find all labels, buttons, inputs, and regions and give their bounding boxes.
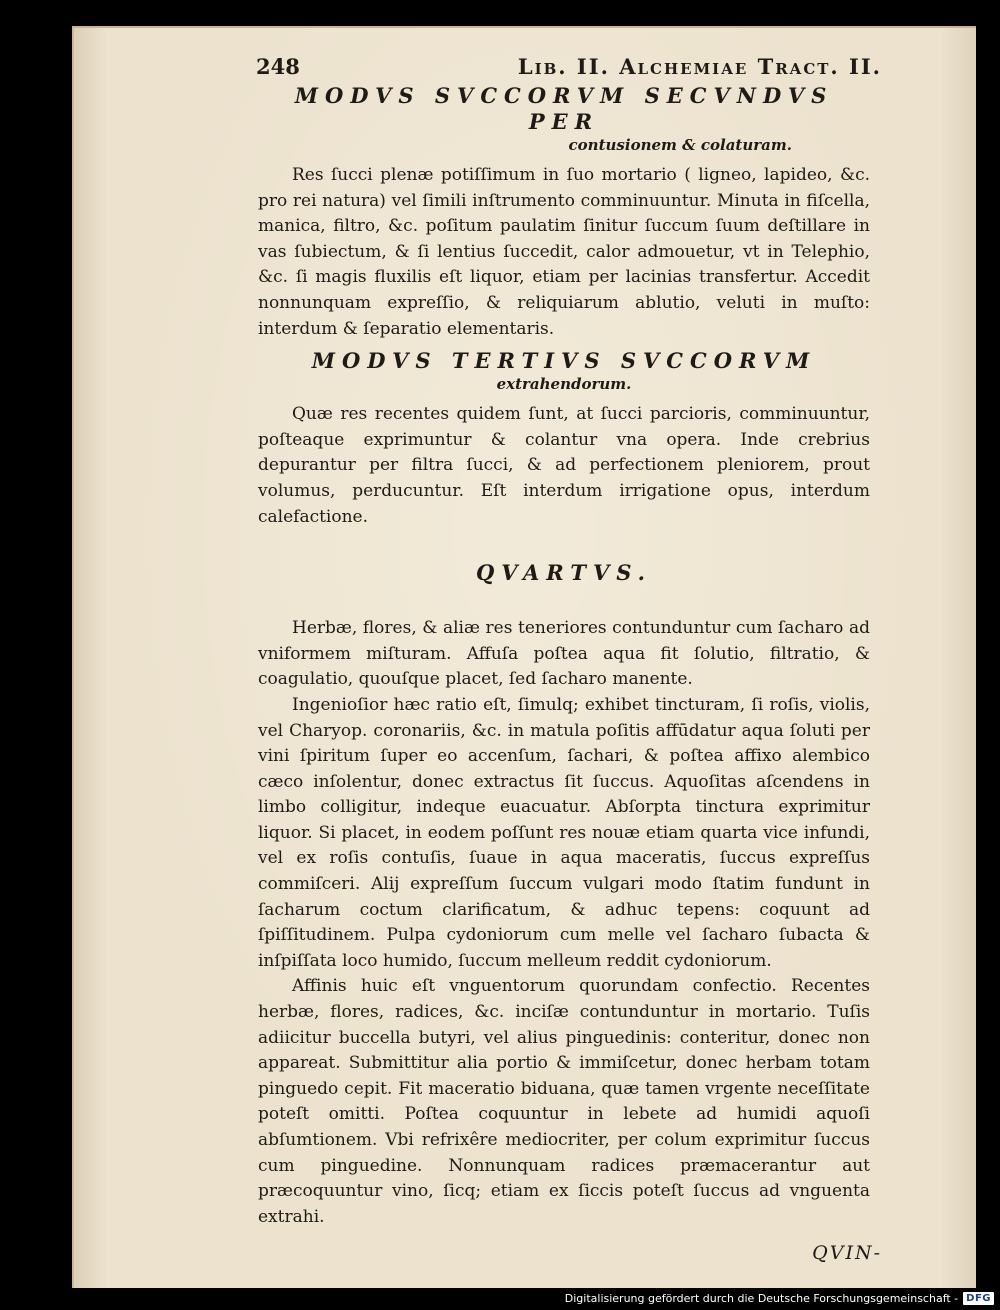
paragraph: Ingenioſior hæc ratio eſt, ſimulq; exhibet tincturam, ſi roſis, violis, vel Charyop. coronariis, &c. in matula poſitis affūdatur aqua ſoluti per vini ſpiritum ſuper eo accenſum, ſachari, & poſtea affixo alembico cæco inſolentur, donec extractus ſit ſuccus. Aquoſitas aſcendens in limbo colligitur, indeque euacuatur. Abſorpta tinctura exprimitur liquor. Si placet, in eodem poſſunt res nouæ etiam quarta vice infundi, vel ex roſis contuſis, ſuaue in aqua maceratis, ſuccus expreſſus commiſceri. Alij expreſſum ſuccum vulgari modo ſtatim fundunt in ſacharum coctum clarificatum, & adhuc tepens: coquunt ad ſpiſſitudinem. Pulpa cydoniorum cum melle vel ſacharo ſubacta & inſpiſſata loco humido, ſuccum melleum reddit cydoniorum. (258, 694, 870, 971)
footer-text: Digitalisierung gefördert durch die Deutsche Forschungsgemeinschaft - (564, 1291, 959, 1305)
digitization-footer (565, 1290, 994, 1306)
section-subheading-tertius: extrahendorum. (496, 375, 632, 394)
book-page (72, 26, 976, 1288)
spacer (258, 530, 870, 560)
paragraph: Res ſucci plenæ potiſſimum in ſuo mortario ( ligneo, lapideo, &c. pro rei natura) vel ſimili inſtrumento comminuuntur. Minuta in fiſcella, manica, filtro, &c. poſitum paulatim ſinitur ſuccum ſuum deſtillare in vas ſubiectum, & ſi lentius ſuccedit, calor admouetur, vt in Telephio, &c. ſi magis fluxilis eſt liquor, etiam per lacinias transfertur. Accedit nonnunquam expreſſio, & reliquiarum ablutio, veluti in muſto: interdum & ſeparatio elementaris. (258, 165, 870, 339)
section-subheading-secundus: contusionem & colaturam. (568, 136, 792, 154)
catchword: QVIN- (812, 1242, 882, 1265)
paragraph: Herbæ, flores, & aliæ res teneriores contunduntur cum ſacharo ad vniformem miſturam. Affuſa poſtea aqua fit ſolutio, filtratio, & coagulatio, quouſque placet, ſed ſacharo manente. (258, 618, 870, 690)
section-heading-tertius: MODVS TERTIVS SVCCORVM (311, 348, 817, 374)
section-heading-quartus: QVARTVS. (476, 560, 652, 586)
section-heading-secundus: MODVS SVCCORVM SECVNDVS PER (294, 83, 834, 134)
paragraph: Affinis huic eſt vnguentorum quorundam confectio. Recentes herbæ, flores, radices, &c. inciſæ contunduntur in mortario. Tuſis adiicitur buccella butyri, vel alius pinguedinis: conteritur, donec non appareat. Submittitur alia portio & immiſcetur, donec herbam totam pinguedo cepit. Fit maceratio biduana, quæ tamen vrgente neceſſitate poteſt omitti. Poſtea coquuntur in lebete ad humidi aquoſi abſumtionem. Vbi refrixêre mediocriter, per colum exprimitur ſuccus cum pinguedine. Nonnunquam radices præmacerantur aut præcoquuntur vino, ſicq; etiam ex ſiccis poteſt ſuccus ad vnguenta extrahi. (258, 976, 870, 1227)
running-title: Lib. II. Alchemiae Tract. II. (517, 54, 882, 79)
text-block (256, 54, 882, 1265)
page-number: 248 (256, 54, 300, 79)
paragraph: Quæ res recentes quidem ſunt, at ſucci parcioris, comminuuntur, poſteaque exprimuntur & colantur vna opera. Inde crebrius depurantur per filtra ſucci, & ad perfectionem pleniorem, prout volumus, perducuntur. Eſt interdum irrigatione opus, interdum calefactione. (258, 404, 870, 527)
dfg-logo: DFG (963, 1292, 994, 1305)
spacer (258, 586, 870, 616)
page-header (256, 54, 882, 79)
